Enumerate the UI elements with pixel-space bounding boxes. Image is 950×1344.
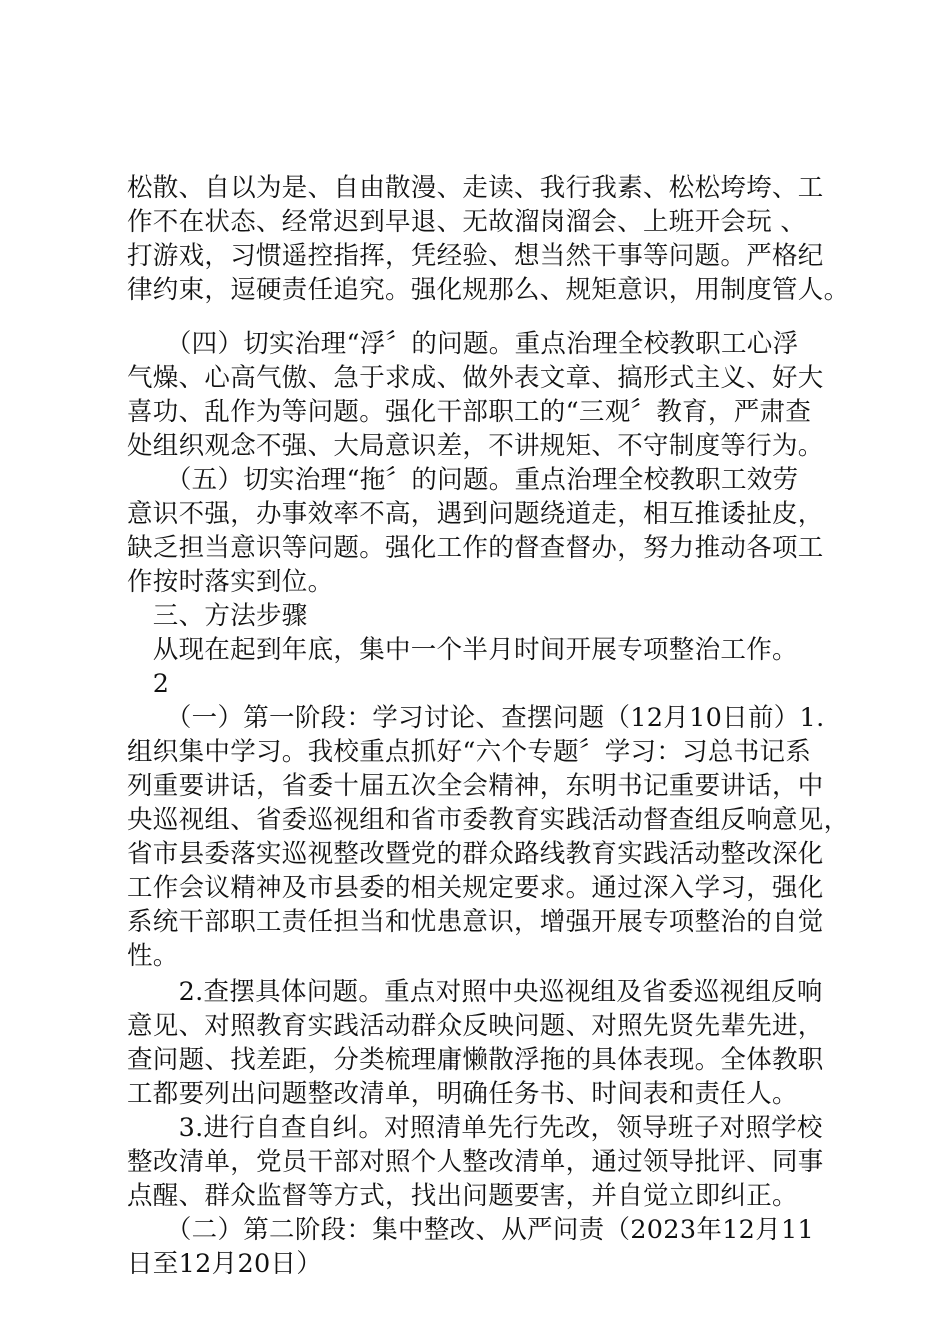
- paragraph-item-3: 3.进行自查自纠。对照清单先行先改，领导班子对照学校: [127, 1113, 823, 1143]
- text-line: 工都要列出问题整改清单，明确任务书、时间表和责任人。: [127, 1079, 798, 1109]
- paragraph-heading-5: （五）切实治理“拖〞的问题。重点治理全校教职工效劳: [127, 465, 799, 495]
- text-line: 喜功、乱作为等问题。强化干部职工的“三观〞教育，严肃查: [127, 397, 812, 427]
- text-line: 松散、自以为是、自由散漫、走读、我行我素、松松垮垮、工: [127, 173, 824, 203]
- text-line: 组织集中学习。我校重点抓好“六个专题〞学习：习总书记系: [127, 737, 812, 767]
- text-line: 列重要讲话，省委十届五次全会精神，东明书记重要讲话，中: [127, 771, 824, 801]
- text-line: 点醒、群众监督等方式，找出问题要害，并自觉立即纠正。: [127, 1181, 798, 1211]
- paragraph-item-2: 2.查摆具体问题。重点对照中央巡视组及省委巡视组反响: [127, 977, 823, 1007]
- paragraph-heading-stage-2: （二）第二阶段：集中整改、从严问责（2023年12月11: [127, 1215, 815, 1245]
- text-line: 省市县委落实巡视整改暨党的群众路线教育实践活动整改深化: [127, 839, 824, 869]
- text-line: 意见、对照教育实践活动群众反映问题、对照先贤先辈先进，: [127, 1011, 824, 1041]
- text-line: 央巡视组、省委巡视组和省市委教育实践活动督查组反响意见，: [127, 805, 850, 835]
- text-line: 律约束，逗硬责任追究。强化规那么、规矩意识，用制度管人。: [127, 275, 850, 305]
- text-line: 系统干部职工责任担当和忧患意识，增强开展专项整治的自觉: [127, 907, 824, 937]
- text-line: 作按时落实到位。: [127, 567, 334, 597]
- text-line: 工作会议精神及市县委的相关规定要求。通过深入学习，强化: [127, 873, 824, 903]
- text-line: 作不在状态、经常迟到早退、无故溜岗溜会、上班开会玩 、: [127, 207, 807, 237]
- text-line: 整改清单，党员干部对照个人整改清单，通过领导批评、同事: [127, 1147, 824, 1177]
- text-line: 意识不强，办事效率不高，遇到问题绕道走，相互推诿扯皮，: [127, 499, 824, 529]
- text-line: 查问题、找差距，分类梳理庸懒散浮拖的具体表现。全体教职: [127, 1045, 824, 1075]
- paragraph-heading-4: （四）切实治理“浮〞的问题。重点治理全校教职工心浮: [127, 329, 799, 359]
- text-line: 打游戏，习惯遥控指挥，凭经验、想当然干事等问题。严格纪: [127, 241, 824, 271]
- paragraph-heading-stage-1: （一）第一阶段：学习讨论、查摆问题（12月10日前）1.: [127, 703, 825, 733]
- text-line: 处组织观念不强、大局意识差，不讲规矩、不守制度等行为。: [127, 431, 824, 461]
- section-heading: 三、方法步骤: [127, 601, 308, 631]
- text-line: 缺乏担当意识等问题。强化工作的督查督办，努力推动各项工: [127, 533, 824, 563]
- text-line: 从现在起到年底，集中一个半月时间开展专项整治工作。: [127, 635, 798, 665]
- text-line: 气燥、心高气傲、急于求成、做外表文章、搞形式主义、好大: [127, 363, 824, 393]
- text-line: 日至12月20日）: [127, 1249, 323, 1279]
- text-line: 性。: [127, 941, 179, 971]
- page-number: 2: [127, 669, 170, 699]
